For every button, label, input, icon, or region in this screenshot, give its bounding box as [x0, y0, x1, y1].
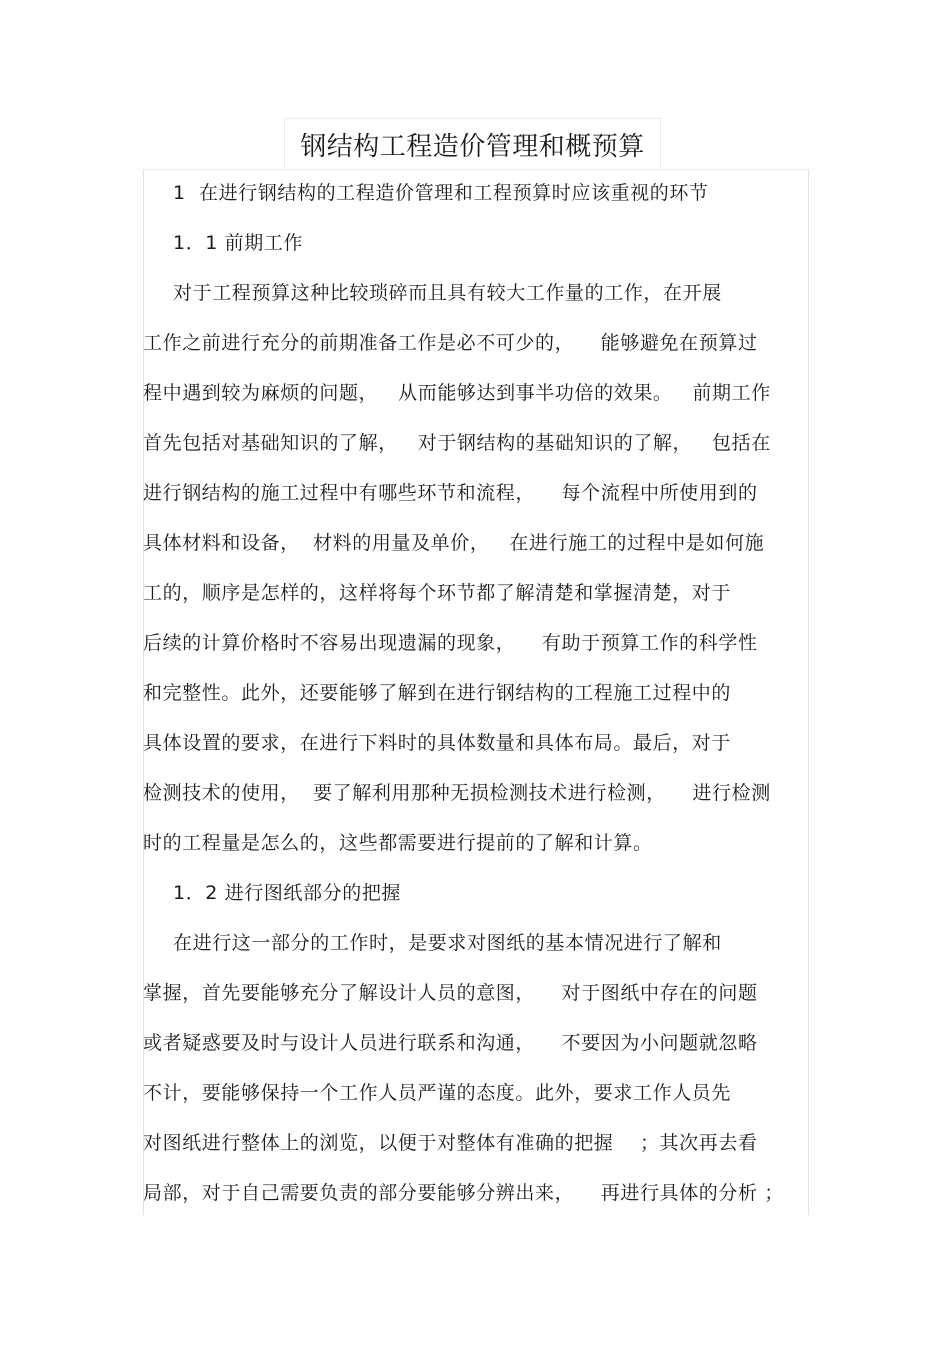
paragraph-line: 和完整性。此外，还要能够了解到在进行钢结构的工程施工过程中的 [143, 682, 732, 704]
paragraph-line: 掌握，首先要能够充分了解设计人员的意图， 对于图纸中存在的问题 [143, 982, 758, 1004]
paragraph-line: 在进行这一部分的工作时，是要求对图纸的基本情况进行了解和 [173, 932, 722, 954]
paragraph-line: 局部，对于自己需要负责的部分要能够分辨出来， 再进行具体的分析 ； [143, 1182, 784, 1204]
subsection-heading: 1．2 进行图纸部分的把握 [173, 882, 402, 904]
paragraph-line: 首先包括对基础知识的了解， 对于钢结构的基础知识的了解， 包括在 [143, 432, 771, 454]
paragraph-line: 不计，要能够保持一个工作人员严谨的态度。此外，要求工作人员先 [143, 1082, 732, 1104]
paragraph-line: 时的工程量是怎么的，这些都需要进行提前的了解和计算。 [143, 832, 653, 854]
document-title: 钢结构工程造价管理和概预算 [300, 132, 645, 162]
paragraph-line: 程中遇到较为麻烦的问题， 从而能够达到事半功倍的效果。 前期工作 [143, 382, 771, 404]
paragraph-line: 对图纸进行整体上的浏览，以便于对整体有准确的把握 ；其次再去看 [143, 1132, 758, 1154]
paragraph-line: 检测技术的使用， 要了解利用那种无损检测技术进行检测， 进行检测 [143, 782, 771, 804]
section-heading: 1 在进行钢结构的工程造价管理和工程预算时应该重视的环节 [173, 182, 709, 204]
paragraph-line: 对于工程预算这种比较琐碎而且具有较大工作量的工作，在开展 [173, 282, 722, 304]
subsection-heading: 1．1 前期工作 [173, 232, 304, 254]
paragraph-line: 或者疑惑要及时与设计人员进行联系和沟通， 不要因为小问题就忽略 [143, 1032, 758, 1054]
paragraph-line: 工作之前进行充分的前期准备工作是必不可少的， 能够避免在预算过 [143, 332, 758, 354]
paragraph-line: 进行钢结构的施工过程中有哪些环节和流程， 每个流程中所使用到的 [143, 482, 758, 504]
paragraph-line: 具体材料和设备， 材料的用量及单价， 在进行施工的过程中是如何施 [143, 532, 765, 554]
paragraph-line: 具体设置的要求，在进行下料时的具体数量和具体布局。最后，对于 [143, 732, 732, 754]
paragraph-line: 后续的计算价格时不容易出现遗漏的现象， 有助于预算工作的科学性 [143, 632, 758, 654]
paragraph-line: 工的，顺序是怎样的，这样将每个环节都了解清楚和掌握清楚，对于 [143, 582, 732, 604]
